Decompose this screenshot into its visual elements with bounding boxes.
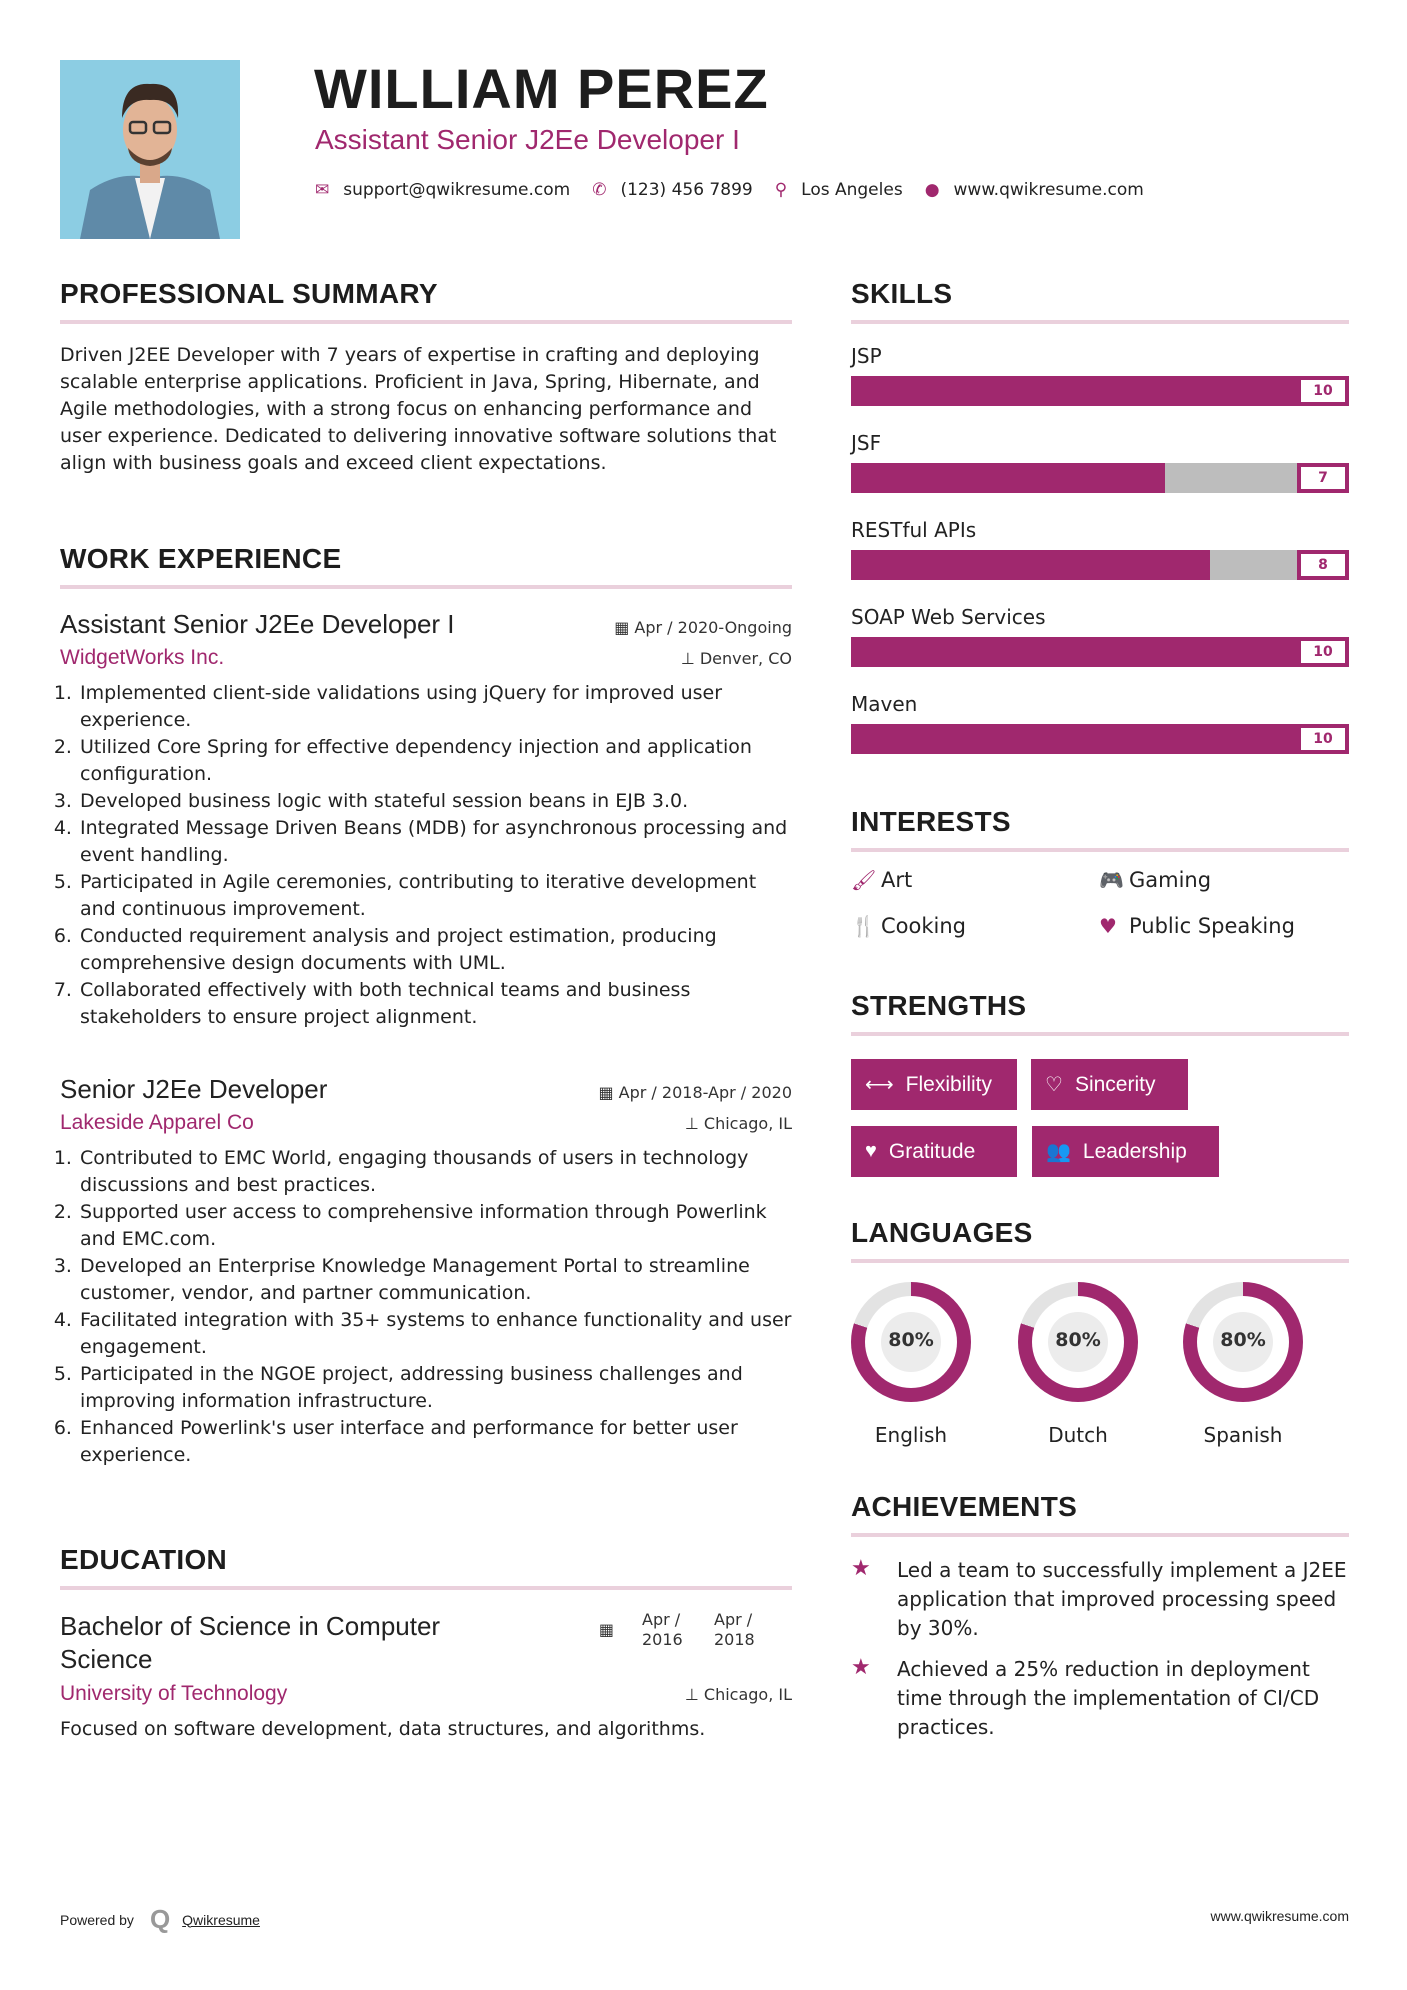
job-title: Senior J2Ee Developer <box>60 1074 328 1104</box>
interest-label: Public Speaking <box>1129 914 1295 938</box>
school-name: University of Technology <box>60 1682 288 1705</box>
footer-powered <box>60 1904 260 1935</box>
achievement-text: Led a team to successfully implement a J2EE application that improved processing speed by 30%. <box>897 1558 1347 1640</box>
language-name: English <box>874 1423 948 1447</box>
location-text: Los Angeles <box>801 180 903 200</box>
job-title: Assistant Senior J2Ee Developer I <box>60 609 455 639</box>
candidate-title: Assistant Senior J2Ee Developer I <box>315 124 740 155</box>
section-title: PROFESSIONAL SUMMARY <box>60 278 438 309</box>
skill-fill <box>851 376 1349 406</box>
powered-by-text: Powered by <box>60 1911 134 1928</box>
achievements-section <box>851 1491 1349 1537</box>
language-name: Dutch <box>1048 1423 1108 1447</box>
footer-website[interactable]: www.qwikresume.com <box>1210 1908 1349 1924</box>
interest-gaming <box>1099 868 1211 892</box>
skill-label: Maven <box>851 692 918 716</box>
strength-badge <box>851 1059 1017 1110</box>
job-bullet: 1. Contributed to EMC World, engaging thousands of users in technology discussions and best practices. <box>78 1145 792 1199</box>
skill-label: SOAP Web Services <box>851 605 1046 629</box>
job-bullet: 1. Implemented client-side validations using jQuery for improved user experience. <box>78 680 792 734</box>
contact-info <box>315 180 1166 200</box>
skill-level: 10 <box>1297 376 1349 406</box>
education-section <box>60 1544 792 1743</box>
achievement-item <box>851 1556 1349 1643</box>
section-title: LANGUAGES <box>851 1217 1033 1248</box>
job-bullets <box>60 1145 792 1469</box>
job-bullet: 5. Participated in Agile ceremonies, contributing to iterative development and continuous improvement. <box>78 869 792 923</box>
skills-section <box>851 278 1349 779</box>
qwikresume-logo-icon: Q <box>149 1904 171 1934</box>
job-bullet: 4. Facilitated integration with 35+ systems to enhance functionality and user engagement. <box>78 1307 792 1361</box>
strength-badge <box>1031 1059 1188 1110</box>
interest-public-speaking <box>1099 914 1295 938</box>
section-divider <box>60 1586 792 1590</box>
interest-label: Art <box>881 868 913 892</box>
job-bullet: 6. Conducted requirement analysis and project estimation, producing comprehensive design documents with UML. <box>78 923 792 977</box>
education-end: Apr / 2018 <box>714 1610 755 1649</box>
job-entry <box>60 609 792 1031</box>
paintbrush-icon: 🖌 <box>851 868 877 892</box>
skill-label: JSP <box>851 344 882 368</box>
job-bullet: 5. Participated in the NGOE project, addressing business challenges and improving information infrastructure. <box>78 1361 792 1415</box>
heartbeat-icon: ♥ <box>1099 914 1117 938</box>
job-bullet: 3. Developed business logic with stateful session beans in EJB 3.0. <box>78 788 792 815</box>
section-divider <box>851 1259 1349 1263</box>
degree-title: Bachelor of Science in Computer Science <box>60 1611 441 1674</box>
job-bullet: 6. Enhanced Powerlink's user interface and performance for better user experience. <box>78 1415 792 1469</box>
skill-bar <box>851 637 1349 667</box>
interest-label: Cooking <box>881 914 966 938</box>
job-bullet: 2. Utilized Core Spring for effective dependency injection and application configuration. <box>78 734 792 788</box>
section-divider <box>851 1533 1349 1537</box>
language-percent: 80% <box>888 1329 934 1351</box>
pushpin-icon: ⊥ <box>684 1685 704 1704</box>
job-dates: Apr / 2018-Apr / 2020 <box>618 1083 792 1102</box>
calendar-icon: ▦ <box>598 1620 614 1639</box>
section-title: INTERESTS <box>851 806 1011 837</box>
candidate-name: WILLIAM PEREZ <box>314 57 769 120</box>
strength-label: Gratitude <box>888 1139 976 1163</box>
language-item <box>1183 1282 1303 1447</box>
skill-bar <box>851 463 1349 493</box>
skill-fill <box>851 550 1210 580</box>
utensils-icon: 🍴 <box>851 914 876 938</box>
strength-badge <box>851 1126 1017 1177</box>
interest-cooking <box>851 914 966 938</box>
interests-section <box>851 806 1349 852</box>
section-divider <box>60 320 792 324</box>
section-title: SKILLS <box>851 278 953 309</box>
interest-label: Gaming <box>1129 868 1212 892</box>
company-name: Lakeside Apparel Co <box>60 1111 254 1134</box>
education-description: Focused on software development, data structures, and algorithms. <box>60 1718 706 1740</box>
section-title: EDUCATION <box>60 1544 228 1575</box>
strength-label: Leadership <box>1082 1139 1187 1163</box>
pushpin-icon: ⊥ <box>684 1114 704 1133</box>
summary-section <box>60 278 792 477</box>
arrows-h-icon: ⟷ <box>865 1074 894 1096</box>
star-icon: ★ <box>851 1655 871 1680</box>
pushpin-icon: ⊥ <box>680 649 700 668</box>
section-title: STRENGTHS <box>851 990 1027 1021</box>
language-name: Spanish <box>1203 1423 1283 1447</box>
section-title: WORK EXPERIENCE <box>60 543 342 574</box>
job-location: Denver, CO <box>699 649 792 668</box>
summary-text: Driven J2EE Developer with 7 years of expertise in crafting and deploying scalable enterprise applications. Proficient in Java, Spring, Hibernate, and Agile methodologies, with a strong focus on enhancing performance and user experience. Dedicated to delivering innovative software solutions that align with business goals and exceed client expectations. <box>60 344 777 474</box>
achievement-item <box>851 1655 1349 1742</box>
job-location: Chicago, IL <box>703 1114 792 1133</box>
company-name: WidgetWorks Inc. <box>60 646 225 669</box>
strength-label: Sincerity <box>1074 1072 1156 1096</box>
job-bullets <box>60 680 792 1031</box>
skill-level: 7 <box>1297 463 1349 493</box>
section-divider <box>851 320 1349 324</box>
experience-section <box>60 543 792 1031</box>
job-bullet: 4. Integrated Message Driven Beans (MDB) for asynchronous processing and event handling. <box>78 815 792 869</box>
language-donut <box>1183 1282 1303 1402</box>
skill-level: 10 <box>1297 637 1349 667</box>
calendar-icon: ▦ <box>614 618 635 637</box>
language-item <box>1018 1282 1138 1447</box>
languages-section <box>851 1217 1349 1263</box>
skill-level: 8 <box>1297 550 1349 580</box>
skill-level: 10 <box>1297 724 1349 754</box>
language-percent: 80% <box>1055 1329 1101 1351</box>
globe-icon: ● <box>924 180 940 200</box>
skill-bar <box>851 376 1349 406</box>
language-donut <box>851 1282 971 1402</box>
job-bullet: 3. Developed an Enterprise Knowledge Management Portal to streamline customer, vendor, and partner communication. <box>78 1253 792 1307</box>
skill-label: RESTful APIs <box>851 518 977 542</box>
gamepad-icon: 🎮 <box>1099 868 1124 892</box>
skill-label: JSF <box>851 431 882 455</box>
job-bullet: 2. Supported user access to comprehensive information through Powerlink and EMC.com. <box>78 1199 792 1253</box>
envelope-icon: ✉ <box>315 180 330 200</box>
profile-photo <box>60 60 240 239</box>
skill-bar <box>851 724 1349 754</box>
language-donut <box>1018 1282 1138 1402</box>
calendar-icon: ▦ <box>598 1083 619 1102</box>
map-marker-icon: ⚲ <box>774 180 788 200</box>
section-divider <box>851 1032 1349 1036</box>
brand-link[interactable]: Qwikresume <box>182 1911 260 1928</box>
job-bullet: 7. Collaborated effectively with both technical teams and business stakeholders to ensure project alignment. <box>78 977 792 1031</box>
job-dates: Apr / 2020-Ongoing <box>634 618 792 637</box>
phone-text: (123) 456 7899 <box>620 180 753 200</box>
section-divider <box>851 848 1349 852</box>
heart-icon: ♥ <box>865 1140 877 1162</box>
job-entry <box>60 1074 792 1469</box>
website-link[interactable]: www.qwikresume.com <box>953 180 1144 200</box>
interest-art <box>851 868 912 892</box>
education-location: Chicago, IL <box>703 1685 792 1704</box>
education-start: Apr / 2016 <box>642 1610 683 1649</box>
email-link[interactable]: support@qwikresume.com <box>343 180 571 200</box>
star-icon: ★ <box>851 1556 871 1581</box>
skill-fill <box>851 463 1165 493</box>
achievement-text: Achieved a 25% reduction in deployment time through the implementation of CI/CD practices. <box>897 1657 1320 1739</box>
section-divider <box>60 585 792 589</box>
skill-fill <box>851 637 1349 667</box>
strength-label: Flexibility <box>905 1072 993 1096</box>
skill-bar <box>851 550 1349 580</box>
strength-badge <box>1032 1126 1219 1177</box>
users-icon: 👥 <box>1046 1141 1071 1163</box>
strengths-section <box>851 990 1349 1036</box>
language-percent: 80% <box>1220 1329 1266 1351</box>
phone-icon: ✆ <box>592 180 607 200</box>
section-title: ACHIEVEMENTS <box>851 1491 1078 1522</box>
language-item <box>851 1282 971 1447</box>
skill-fill <box>851 724 1349 754</box>
heart-outline-icon: ♡ <box>1045 1074 1063 1096</box>
